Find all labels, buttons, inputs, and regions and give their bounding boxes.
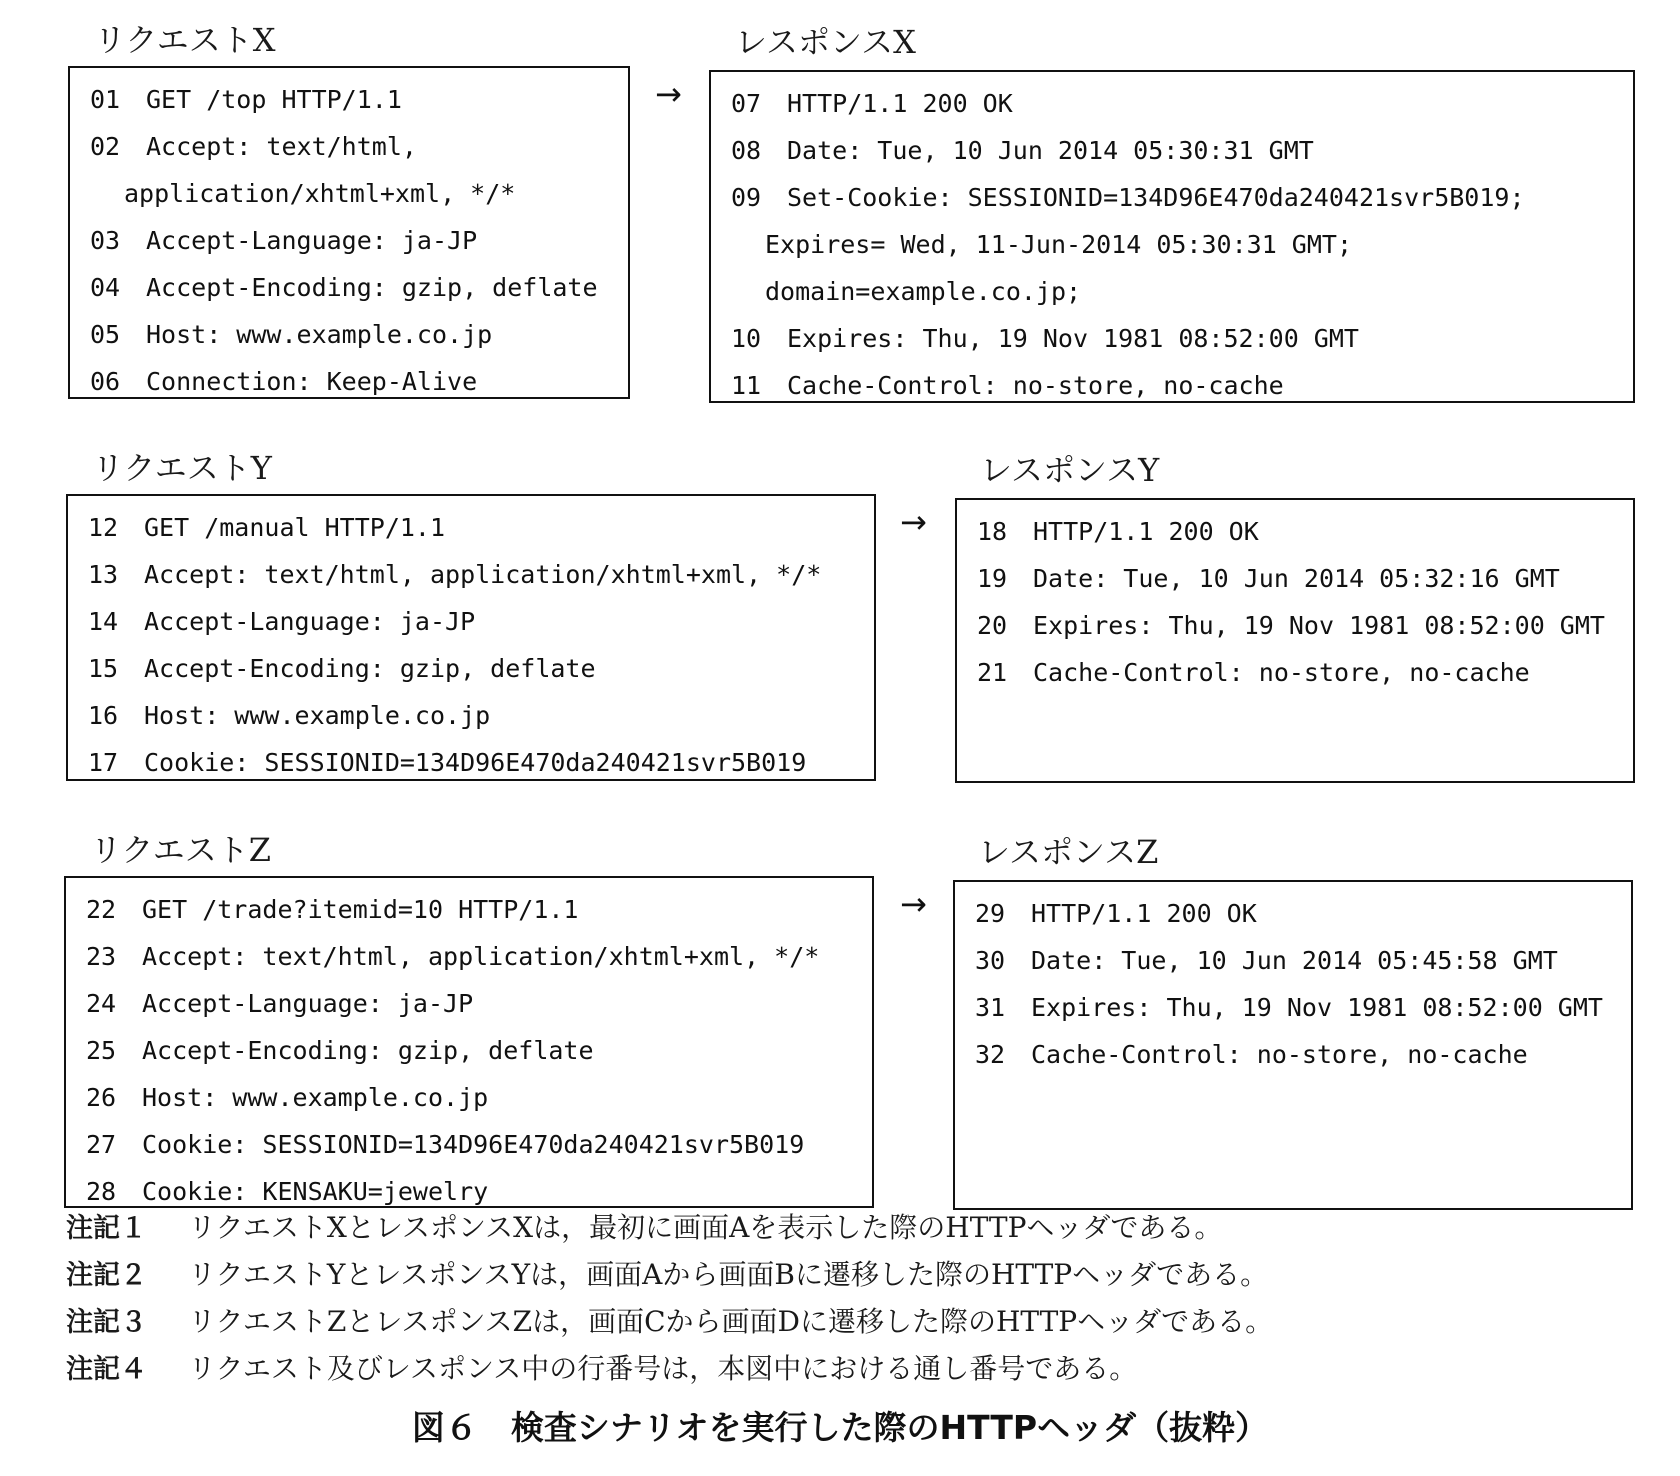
header-text: GET /top HTTP/1.1 [146,85,402,114]
header-line [86,933,872,980]
header-text: Accept: text/html, [146,132,417,161]
header-text: Accept: text/html, application/xhtml+xml, */* [144,560,822,589]
note-1 [66,1204,1626,1251]
note-label: 注記４ [66,1354,147,1385]
line-number: 27 [86,1130,117,1159]
arrow-y: → [900,503,927,541]
figure-caption: 図６ 検査シナリオを実行した際のHTTPヘッダ（抜粋） [411,1408,1269,1447]
line-number: 05 [90,320,121,349]
header-text: Cache-Control: no-store, no-cache [1031,1040,1528,1069]
line-number: 12 [88,513,119,542]
line-number: 24 [86,989,117,1018]
note-text: リクエストYとレスポンスYは，画面Aから画面Bに遷移した際のHTTPヘッダである。 [188,1258,1269,1291]
line-number: 18 [977,517,1008,546]
header-line [977,508,1633,555]
response-x-label: レスポンスX [735,23,916,61]
header-text: Date: Tue, 10 Jun 2014 05:45:58 GMT [1031,946,1558,975]
line-number: 31 [975,993,1006,1022]
header-text: Cookie: SESSIONID=134D96E470da240421svr5B019 [144,748,807,777]
header-line [975,1031,1631,1078]
notes [66,1204,1626,1392]
header-text: application/xhtml+xml, */* [124,179,516,208]
header-line [88,504,874,551]
request-z-label: リクエストZ [90,831,271,869]
line-number: 13 [88,560,119,589]
header-text: Accept-Encoding: gzip, deflate [146,273,598,302]
header-line [88,739,874,786]
header-line [975,937,1631,984]
header-line [977,649,1633,696]
header-line [86,1121,872,1168]
header-text: Host: www.example.co.jp [146,320,493,349]
header-text: Expires: Thu, 19 Nov 1981 08:52:00 GMT [1033,611,1605,640]
line-number: 29 [975,899,1006,928]
header-line [90,123,628,170]
header-line [731,362,1633,409]
line-number: 09 [731,183,762,212]
header-text: HTTP/1.1 200 OK [1033,517,1259,546]
line-number: 19 [977,564,1008,593]
header-text: Accept-Language: ja-JP [144,607,476,636]
line-number: 20 [977,611,1008,640]
note-text: リクエストZとレスポンスZは，画面Cから画面Dに遷移した際のHTTPヘッダである。 [188,1305,1274,1338]
header-text: Host: www.example.co.jp [142,1083,489,1112]
header-text: Host: www.example.co.jp [144,701,491,730]
header-line [90,358,628,405]
line-number: 03 [90,226,121,255]
header-line [731,315,1633,362]
header-text: Accept-Language: ja-JP [146,226,478,255]
header-line [731,80,1633,127]
header-line [977,602,1633,649]
header-text: Set-Cookie: SESSIONID=134D96E470da240421svr5B019; [787,183,1525,212]
line-number: 28 [86,1177,117,1206]
header-line [88,645,874,692]
header-line [86,1027,872,1074]
header-text: Expires: Thu, 19 Nov 1981 08:52:00 GMT [787,324,1359,353]
line-number: 06 [90,367,121,396]
note-label: 注記２ [66,1260,147,1291]
request-y-label: リクエストY [92,449,272,487]
header-text: Cache-Control: no-store, no-cache [787,371,1284,400]
header-line [975,890,1631,937]
header-text: Cookie: SESSIONID=134D96E470da240421svr5B019 [142,1130,805,1159]
header-text: domain=example.co.jp; [765,277,1082,306]
line-number: 08 [731,136,762,165]
line-number: 15 [88,654,119,683]
line-number: 10 [731,324,762,353]
note-4 [66,1345,1626,1392]
request-y-box [66,494,876,781]
header-line [731,127,1633,174]
header-text: Accept-Encoding: gzip, deflate [142,1036,594,1065]
header-text: HTTP/1.1 200 OK [787,89,1013,118]
header-text: Accept: text/html, application/xhtml+xml, */* [142,942,820,971]
note-text: リクエストXとレスポンスXは，最初に画面Aを表示した際のHTTPヘッダである。 [188,1211,1223,1244]
line-number: 02 [90,132,121,161]
header-text: Accept-Language: ja-JP [142,989,474,1018]
header-line [975,984,1631,1031]
line-number: 22 [86,895,117,924]
header-line [90,170,628,217]
line-number: 32 [975,1040,1006,1069]
note-2 [66,1251,1626,1298]
header-line [86,886,872,933]
request-x-box [68,66,630,399]
header-text: Expires= Wed, 11-Jun-2014 05:30:31 GMT; [765,230,1352,259]
header-text: GET /trade?itemid=10 HTTP/1.1 [142,895,579,924]
header-text: Date: Tue, 10 Jun 2014 05:32:16 GMT [1033,564,1560,593]
request-x-label: リクエストX [94,21,276,59]
header-text: Connection: Keep-Alive [146,367,478,396]
header-line [86,1074,872,1121]
response-y-box [955,498,1635,783]
header-line [88,551,874,598]
header-line [90,76,628,123]
line-number: 21 [977,658,1008,687]
response-z-box [953,880,1633,1210]
header-text: HTTP/1.1 200 OK [1031,899,1257,928]
header-text: Expires: Thu, 19 Nov 1981 08:52:00 GMT [1031,993,1603,1022]
header-line [731,174,1633,221]
header-line [90,311,628,358]
header-text: Accept-Encoding: gzip, deflate [144,654,596,683]
line-number: 07 [731,89,762,118]
response-z-label: レスポンスZ [978,833,1159,871]
response-x-box [709,70,1635,403]
header-line [90,217,628,264]
response-y-label: レスポンスY [980,451,1160,489]
line-number: 16 [88,701,119,730]
line-number: 23 [86,942,117,971]
header-text: Cache-Control: no-store, no-cache [1033,658,1530,687]
header-text: GET /manual HTTP/1.1 [144,513,446,542]
line-number: 01 [90,85,121,114]
note-label: 注記３ [66,1307,147,1338]
line-number: 04 [90,273,121,302]
header-line [731,221,1633,268]
line-number: 26 [86,1083,117,1112]
line-number: 11 [731,371,762,400]
line-number: 17 [88,748,119,777]
note-text: リクエスト及びレスポンス中の行番号は，本図中における通し番号である。 [188,1352,1138,1385]
note-3 [66,1298,1626,1345]
arrow-z: → [900,885,927,923]
arrow-x: → [655,75,682,113]
header-line [86,980,872,1027]
line-number: 25 [86,1036,117,1065]
header-line [977,555,1633,602]
header-line [88,692,874,739]
header-line [90,264,628,311]
header-text: Cookie: KENSAKU=jewelry [142,1177,489,1206]
request-z-box [64,876,874,1208]
line-number: 14 [88,607,119,636]
line-number: 30 [975,946,1006,975]
header-line [731,268,1633,315]
header-line [88,598,874,645]
header-text: Date: Tue, 10 Jun 2014 05:30:31 GMT [787,136,1314,165]
note-label: 注記１ [66,1213,147,1244]
